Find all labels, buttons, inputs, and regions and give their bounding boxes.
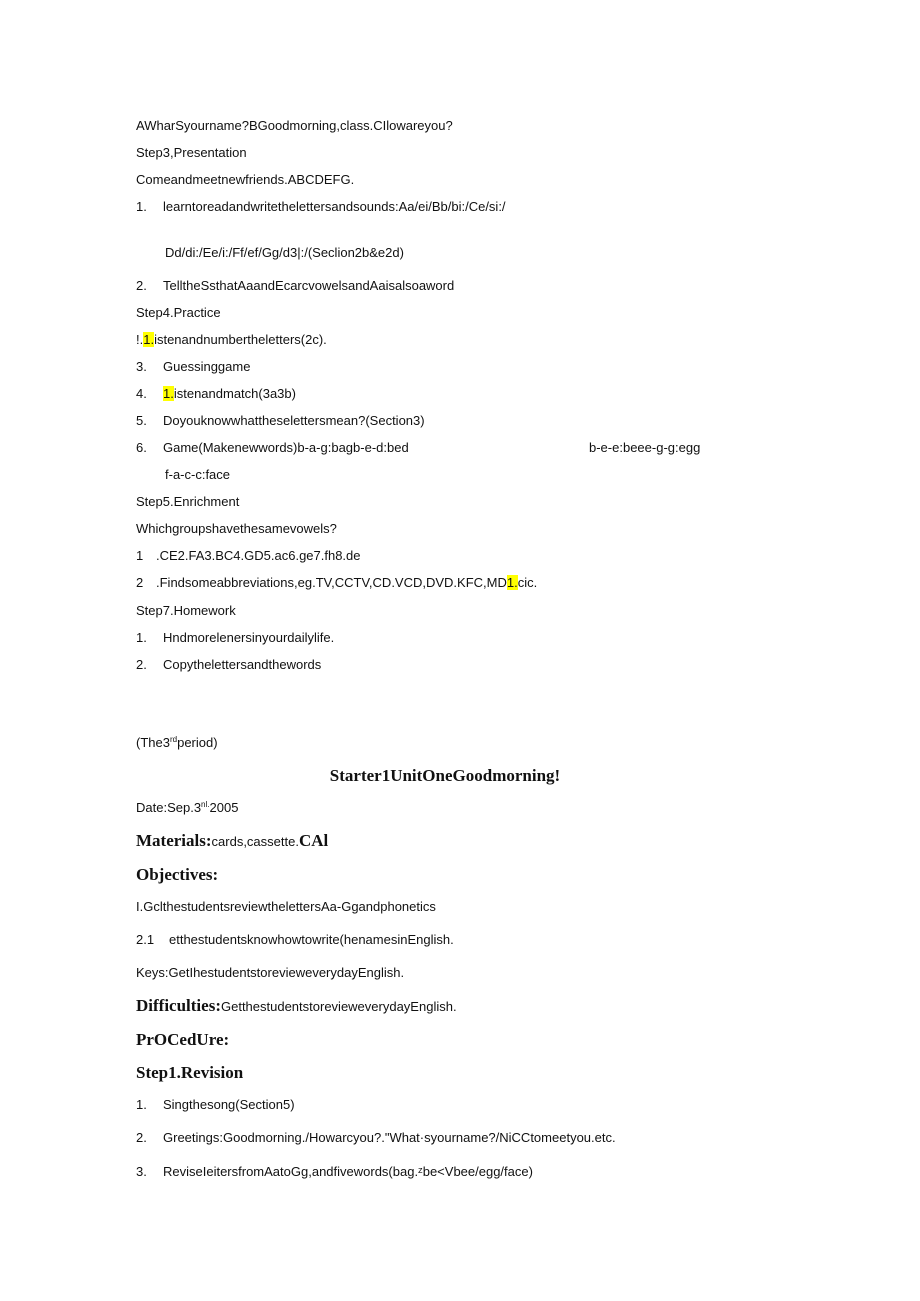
list-text: Singthesong(Section5) [163, 1097, 295, 1112]
list-text: etthestudentsknowhowtowrite(henamesinEnglish. [169, 932, 454, 947]
list-item [136, 656, 321, 674]
text-line: Dd/di:/Ee/i:/Ff/ef/Gg/d3|:/(Seclion2b&e2d) [165, 245, 404, 260]
list-number: 1. [136, 199, 147, 214]
date-text: Date:Sep.3 [136, 800, 202, 815]
date-superscript: nl. [201, 800, 210, 809]
materials-cai: CAl [298, 831, 329, 850]
list-item [136, 1163, 533, 1181]
text-line: f-a-c-c:face [165, 467, 231, 482]
list-item [136, 412, 425, 430]
objectives-heading: Objectives: [136, 865, 219, 884]
list-number: 2. [136, 657, 147, 672]
list-text: learntoreadandwritethelettersandsounds:Aa/ei/Bb/bi:/Ce/si:/ [163, 199, 506, 214]
list-item [136, 439, 409, 457]
objective-item [136, 931, 454, 949]
list-number: 4. [136, 386, 147, 401]
materials-label: Materials: [136, 831, 212, 850]
list-text: Copythelettersandthewords [163, 657, 322, 672]
list-item [136, 1129, 616, 1147]
keys-line: Keys:GetIhestudentstorevieweverydayEnglish. [136, 965, 405, 980]
highlighted-text: 1. [506, 575, 518, 590]
list-item [136, 331, 327, 349]
list-number: 1. [136, 630, 147, 645]
date-line [136, 799, 238, 817]
list-text: Guessinggame [163, 359, 251, 374]
list-item [136, 574, 537, 592]
list-text: Greetings:Goodmorning./Howarcyou?."What·syourname?/NiCCtomeetyou.etc. [163, 1130, 616, 1145]
step-heading: Step3,Presentation [136, 145, 247, 160]
list-text: istenandnumbertheletters(2c). [154, 332, 327, 347]
list-text: Doyouknowwhattheselettersmean?(Section3) [163, 413, 425, 428]
list-item [136, 277, 454, 295]
list-text: .CE2.FA3.BC4.GD5.ac6.ge7.fh8.de [156, 548, 361, 563]
objective-item: I.GclthestudentsreviewthelettersAa-Ggandphonetics [136, 899, 436, 914]
period-superscript: rd [169, 735, 178, 744]
list-number: 2.1 [136, 932, 155, 947]
difficulties-label: Difficulties: [136, 996, 221, 1015]
list-number: 1 [136, 548, 144, 563]
list-text: istenandmatch(3a3b) [173, 386, 296, 401]
list-item [136, 629, 334, 647]
list-number: 2 [136, 575, 144, 590]
list-item [136, 1096, 295, 1114]
text-line: b-e-e:beee-g-g:egg [589, 440, 701, 455]
list-number: 5. [136, 413, 147, 428]
text-line: AWharSyourname?BGoodmorning,class.CIlowareyou? [136, 118, 453, 133]
difficulties-text: GetthestudentstorevieweverydayEnglish. [220, 999, 457, 1014]
list-item [136, 198, 506, 216]
period-text: period) [177, 735, 218, 750]
lesson-title: Starter1UnitOneGoodmorning! [329, 766, 561, 785]
list-number: 3. [136, 1164, 147, 1179]
highlighted-text: 1. [143, 332, 155, 347]
step-heading: Step7.Homework [136, 603, 236, 618]
materials-text: cards,cassette. [211, 834, 299, 849]
list-item [136, 547, 361, 565]
text-line: Comeandmeetnewfriends.ABCDEFG. [136, 172, 355, 187]
list-prefix: !. [136, 332, 144, 347]
list-number: 2. [136, 278, 147, 293]
list-number: 3. [136, 359, 147, 374]
text-line: Whichgroupshavethesamevowels? [136, 521, 337, 536]
step-heading: Step5.Enrichment [136, 494, 240, 509]
list-number: 6. [136, 440, 147, 455]
list-number: 1. [136, 1097, 147, 1112]
materials-line [136, 832, 328, 851]
list-number: 2. [136, 1130, 147, 1145]
list-item [136, 385, 296, 403]
list-text: Game(Makenewwords)b-a-g:bagb-e-d:bed [163, 440, 409, 455]
list-text: .Findsomeabbreviations,eg.TV,CCTV,CD.VCD,DVD.KFC,MD [156, 575, 507, 590]
highlighted-text: 1. [163, 386, 174, 401]
date-text: 2005 [209, 800, 239, 815]
list-text: Hndmorelenersinyourdailylife. [163, 630, 335, 645]
list-text: ReviseIeitersfromAatoGg,andfivewords(bag.ᶻbe<Vbee/egg/face) [163, 1164, 533, 1179]
period-label [136, 734, 218, 752]
list-text: TelltheSsthatAaandEcarcvowelsandAaisalsoaword [163, 278, 455, 293]
step-heading: Step1.Revision [136, 1063, 244, 1082]
list-item [136, 358, 250, 376]
difficulties-line [136, 997, 457, 1016]
list-text: cic. [517, 575, 538, 590]
step-heading: Step4.Practice [136, 305, 221, 320]
period-text: (The3 [136, 735, 170, 750]
procedure-heading: PrOCedUre: [136, 1030, 230, 1049]
